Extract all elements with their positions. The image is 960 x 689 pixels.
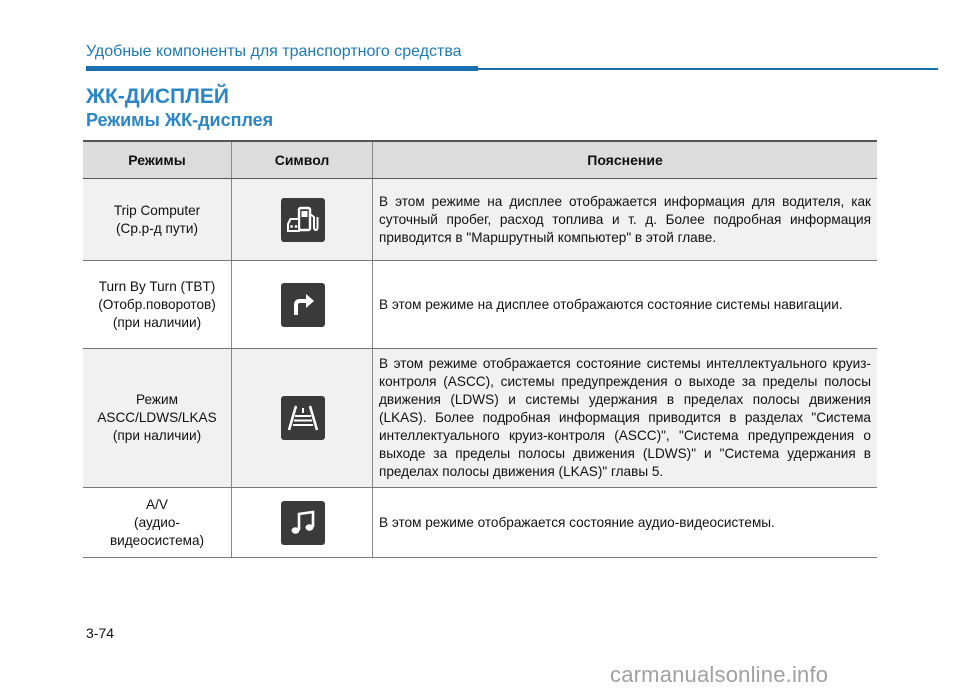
trip-computer-icon <box>281 198 325 242</box>
header-divider <box>86 66 478 71</box>
header-divider-thin <box>478 68 938 70</box>
mode-alias: ASCC/LDWS/LKAS <box>97 410 217 425</box>
symbol-cell <box>232 179 373 261</box>
symbol-cell <box>232 488 373 558</box>
watermark: carmanualsonline.info <box>610 662 829 687</box>
mode-cell <box>83 261 232 349</box>
explanation-cell: В этом режиме на дисплее отображается информация для водителя, как суточный пробег, расход топлива и т. д. Более подробная информация приводится в "Маршрутный компьютер" в этой главе. <box>373 179 878 261</box>
mode-cell <box>83 179 232 261</box>
mode-alias: (Отобр.поворотов) <box>98 296 216 312</box>
lane-assist-icon <box>281 396 325 440</box>
mode-name: Режим <box>136 392 178 407</box>
turn-arrow-icon <box>281 283 325 327</box>
table-row <box>83 488 877 558</box>
section-header: Удобные компоненты для транспортного средства <box>86 43 462 60</box>
mode-alias: (аудио-видеосистема) <box>109 514 205 548</box>
column-header-explanation: Пояснение <box>373 141 878 179</box>
lcd-modes-table <box>83 140 877 558</box>
mode-cell <box>83 488 232 558</box>
music-note-icon <box>281 501 325 545</box>
mode-alias: (Ср.р-д пути) <box>116 220 198 236</box>
page-title: ЖК-ДИСПЛЕЙ <box>86 85 229 108</box>
table-row <box>83 179 877 261</box>
mode-availability: (при наличии) <box>112 314 202 330</box>
table-header-row <box>83 141 877 179</box>
mode-name: A/V <box>146 496 168 512</box>
symbol-cell <box>232 349 373 488</box>
mode-availability: (при наличии) <box>112 428 202 443</box>
page-subtitle: Режимы ЖК-дисплея <box>86 110 274 130</box>
explanation-cell: В этом режиме на дисплее отображаются состояние системы навигации. <box>373 261 878 349</box>
column-header-symbol: Символ <box>232 141 373 179</box>
mode-name: Turn By Turn (TBT) <box>98 278 216 294</box>
mode-cell <box>83 349 232 488</box>
table-row <box>83 261 877 349</box>
column-header-modes: Режимы <box>83 141 232 179</box>
table-row <box>83 349 877 488</box>
page-number: 3-74 <box>86 625 115 641</box>
explanation-cell: В этом режиме отображается состояние системы интеллектуального круиз-контроля (ASCC), системы предупреждения о выходе за пределы полосы движения (LDWS) и системы удержания в пределах полосы движения (LKAS). Более подробная информация приводится в разделах "Система интеллектуального круиз-контроля (ASCC)", "Система предупреждения о выходе за пределы полосы движения (LDWS)" и "Система удержания в пределах полосы движения (LKAS)" главы 5. <box>373 349 878 488</box>
mode-name: Trip Computer <box>113 202 201 218</box>
explanation-cell: В этом режиме отображается состояние аудио-видеосистемы. <box>373 488 878 558</box>
symbol-cell <box>232 261 373 349</box>
